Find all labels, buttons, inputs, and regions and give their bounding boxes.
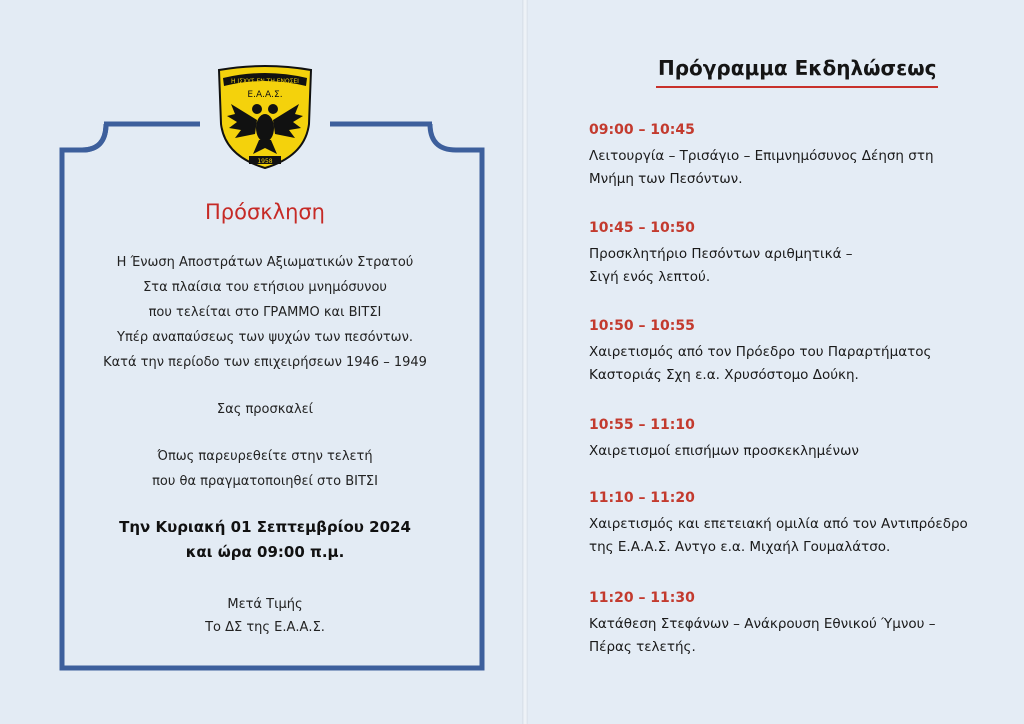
program-title: Πρόγραμμα Εκδηλώσεως xyxy=(658,56,937,80)
slot-description-line: Πέρας τελετής. xyxy=(589,639,696,655)
invitation-line: που τελείται στο ΓΡΑΜΜΟ και ΒΙΤΣΙ xyxy=(148,305,382,320)
invitation-line: Υπέρ αναπαύσεως των ψυχών των πεσόντων. xyxy=(117,330,413,345)
attend-line: Όπως παρευρεθείτε στην τελετή xyxy=(157,449,373,464)
event-date: Την Κυριακή 01 Σεπτεμβρίου 2024 xyxy=(119,518,411,536)
slot-time: 09:00 – 10:45 xyxy=(589,122,695,138)
slot-description-line: Καστοριάς Σχη ε.α. Χρυσόστομο Δούκη. xyxy=(589,367,859,383)
signature-text: Το ΔΣ της Ε.Α.Α.Σ. xyxy=(205,620,325,635)
event-time: και ώρα 09:00 π.μ. xyxy=(185,543,345,561)
program-slot xyxy=(589,122,1009,191)
slot-description-line: της Ε.Α.Α.Σ. Αντγο ε.α. Μιχαήλ Γουμαλάτσο. xyxy=(589,539,891,555)
slot-description-line: Χαιρετισμός από τον Πρόεδρο του Παραρτήματος xyxy=(589,344,932,360)
program-slot xyxy=(589,590,1009,659)
slot-description-line: Μνήμη των Πεσόντων. xyxy=(589,171,743,187)
closing-text: Μετά Τιμής xyxy=(227,597,303,612)
right-page xyxy=(528,0,1024,724)
invitation-line: Κατά την περίοδο των επιχειρήσεων 1946 – 1949 xyxy=(103,355,427,370)
slot-description-line: Προσκλητήριο Πεσόντων αριθμητικά – xyxy=(589,246,853,262)
slot-description-line: Κατάθεση Στεφάνων – Ανάκρουση Εθνικού Ύμνου – xyxy=(589,616,936,632)
program-title-underline xyxy=(656,86,938,88)
slot-time: 10:45 – 10:50 xyxy=(589,220,695,236)
slot-time: 10:55 – 11:10 xyxy=(589,417,695,433)
invitation-line: Η Ένωση Αποστράτων Αξιωματικών Στρατού xyxy=(116,255,414,270)
slot-description-line: Λειτουργία – Τρισάγιο – Επιμνημόσυνος Δέηση στη xyxy=(589,148,934,164)
slot-time: 10:50 – 10:55 xyxy=(589,318,695,334)
slot-time: 11:20 – 11:30 xyxy=(589,590,695,606)
program-slot xyxy=(589,417,1009,463)
slot-time: 11:10 – 11:20 xyxy=(589,490,695,506)
invitation-line: Στα πλαίσια του ετήσιου μνημόσυνου xyxy=(143,280,387,295)
attend-line: που θα πραγματοποιηθεί στο ΒΙΤΣΙ xyxy=(152,474,378,489)
program-slot xyxy=(589,490,1009,559)
program-slot xyxy=(589,220,1009,289)
slot-description-line: Χαιρετισμοί επισήμων προσκεκλημένων xyxy=(589,443,859,459)
emblem-year: 1958 xyxy=(257,158,273,165)
slot-description-line: Χαιρετισμός και επετειακή ομιλία από τον Αντιπρόεδρο xyxy=(589,516,968,532)
slot-description-line: Σιγή ενός λεπτού. xyxy=(589,269,711,285)
invitation-body xyxy=(70,0,460,724)
emblem-motto: Η ΙΣΧΥΣ ΕΝ ΤΗ ΕΝΩΣΕΙ xyxy=(231,78,299,85)
program-slot xyxy=(589,318,1009,387)
invitation-title: Πρόσκληση xyxy=(204,200,325,224)
invites-text: Σας προσκαλεί xyxy=(216,402,314,417)
emblem-abbreviation: Ε.Α.Α.Σ. xyxy=(247,90,283,100)
